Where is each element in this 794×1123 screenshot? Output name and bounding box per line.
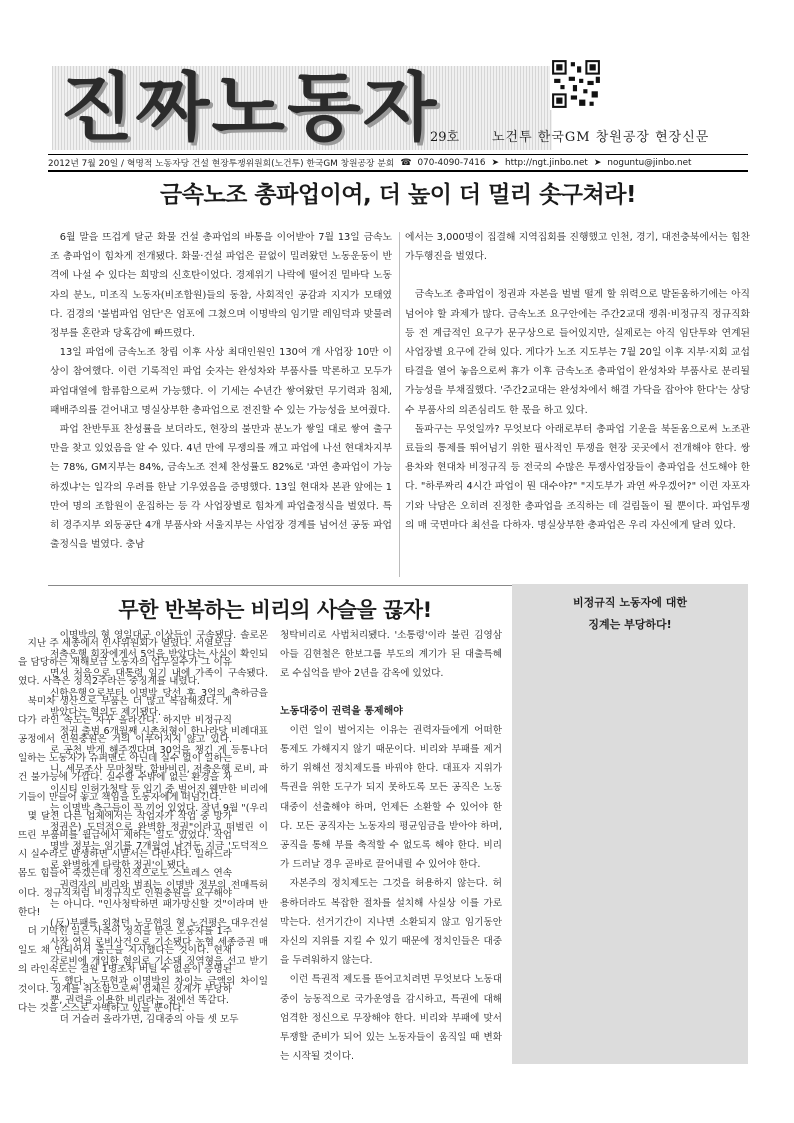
phone-number: 070-4090-7416 bbox=[417, 157, 486, 168]
date-organization: 2012년 7월 20일 / 혁명적 노동자당 건설 현장투쟁위원회(노건투) 한국GM 창원공장 분회 bbox=[48, 159, 395, 169]
subheading: 노동대중이 권력을 통제해야 bbox=[280, 705, 403, 717]
paragraph: 이런 특권적 제도를 뜯어고치려면 무엇보다 노동대중이 능동적으로 국가운영을 감시하고, 특권에 대해 엄격한 정신으로 무장해야 한다. 비리와 부패에 맞서 투쟁할 준비가 되어 있는 노동자들이 움직일 때 변화는 시작될 것이다. bbox=[280, 974, 502, 1063]
issue-number: 29호 bbox=[430, 130, 460, 145]
paragraph: 몇 달전 다른 업체에서는 작업자가 작업 중 망가뜨린 부품비를 월급에서 제하는 일도 있었다. 작업 시 실수라도 발생하면 시말서는 다반사다. 일하느라 몸도 힘들어 죽겠는데 정신적으로도 스트레스 연속이다. 정규직처럼 비정규직도 인원충원을 요구해야 한다! bbox=[18, 810, 232, 918]
paragraph: 권력자의 비리와 범죄는 이명박 정부의 전매특허는 아니다. "인사청탁하면 패가망신할 것"이라며 반(反)부패를 외쳤던 노무현의 형 노건평은 대우건설 사장 연임 로비사건으로 기소됐다 농협 세종증권 매각로비에 개입한 혐의로 기소돼 징역형을 선고 받기도 했다. 노무현과 이명박의 차이는 금액의 차이일 뿐, 권력을 이용한 비리라는 점에선 똑같다. bbox=[50, 879, 268, 1006]
paragraph: 더 거슬러 올라가면, 김대중의 아들 셋 모두 bbox=[59, 1014, 239, 1026]
paragraph: 금속노조 총파업이 정권과 자본을 벌벌 떨게 할 위력으로 발돋움하기에는 아직 넘어야 할 과제가 많다. 금속노조 요구안에는 주간2교대 쟁취·비정규직 정규직화 등 전 계급적인 요구가 문구상으로 들어있지만, 실제로는 아직 임단투와 연계된 사업장별 요구에 갇혀 있다. 게다가 노조 지도부는 7월 20일 이후 지부·지회 교섭 타결을 열어 놓음으로써 휴가 이후 금속노조 총파업이 완성차와 부품사로 분리될 가능성을 부채질했다. '주간2교대는 완성차에서 해결 가닥을 잡아야 한다'는 상당수 부품사의 의존심리도 한 몫을 하고 있다. bbox=[405, 289, 750, 416]
sidebar-box bbox=[512, 584, 748, 1064]
paragraph: 돌파구는 무엇일까? 무엇보다 아래로부터 총파업 기운을 북돋움으로써 노조관료들의 통제를 뛰어넘기 위한 필사적인 투쟁을 현장 곳곳에서 전개해야 한다. 쌍용차와 현대차 비정규직 등 전국의 수많은 투쟁사업장들이 총파업을 선도해야 한다. "하루짜리 4시간 파업이 뭔 대수야?" "지도부가 과연 싸우겠어?" 이런 자포자기와 낙담은 오히려 진정한 총파업을 조직하는 데 걸림돌이 될 뿐이다. 파업투쟁의 매 국면마다 최선을 다하자. 명실상부한 총파업은 우리 자신에게 달려 있다. bbox=[405, 423, 750, 531]
paragraph: 북미차 생산으로 부품은 더 많고 복잡해졌다. 게다가 라인 속도는 자꾸 올라간다. 하지만 비정규직공정에서 인원충원은 거의 이루어지지 않고 있다. 일하는 노동자가 슈퍼맨도 아닌데 실수 없이 일하는 건 불가능에 가깝다. 실수할 수밖에 없는 환경을 자기들이 만들어 놓고 책임을 노동자에게 떠넘긴다. bbox=[18, 695, 232, 803]
section-headline: 무한 반복하는 비리의 사슬을 끊자! bbox=[118, 598, 432, 622]
email-link[interactable]: noguntu@jinbo.net bbox=[607, 157, 692, 168]
qr-code-icon bbox=[550, 58, 602, 110]
paragraph: 정권 출범 6개월째 시촌처형이 한나라당 비례대표로 공천 받게 해주겠다며 30억을 챙긴 게 등통나더니, 세무조사 무마청탁, 함바비리, 저축은행 로비, 파이시티 인허가청탁 등 입기 중 벌어진 웬만한 비리에는 이명박 측근들이 꼭 끼어 있었다. 작년 9월 "(우리 정권은) 도덕적으로 완벽한 정권"이라고 떠벌린 이명박 정부는 임기를 7개월여 남겨둔 지금 '도덕적으로 완벽하게 타락한 정권'이 됐다. bbox=[50, 726, 268, 872]
masthead bbox=[52, 58, 752, 168]
info-bar bbox=[48, 154, 748, 172]
lead-article-left-column bbox=[50, 228, 392, 554]
pointer-icon: ➤ bbox=[491, 157, 499, 168]
sidebar-title-line: 비정규직 노동자에 대한 bbox=[573, 596, 687, 609]
newspaper-title: 진짜노동자 bbox=[60, 65, 439, 151]
paragraph: 더 기막힌 일은 사측이 정직을 받은 노동자를 1주일도 채 안되어서 출근을 지시했다는 것이다. 현재의 라인속도는 결원 1명조차 버틸 수 없음이 증명된 것이다. 징계를 취소함으로써 업체는 징계가 부당하다는 것을 스스로 자백하고 있을 뿐이다. bbox=[18, 926, 232, 1014]
article2-column-b bbox=[280, 626, 502, 1066]
pointer-icon: ➤ bbox=[593, 157, 602, 168]
paragraph: 이명박의 형 영일대군 이상득이 구속됐다. 솔로몬저축은행 회장에게서 5억을 받았다는 사실이 확인되면서 처음으로 대통령 임기 내에 가족이 구속됐다. 신한은행으로부터 이명박 당선 후 3억의 축하금을 받았다는 혐의도 제기됐다. bbox=[50, 630, 268, 718]
paragraph: 파업 찬반투표 찬성률을 보더라도, 현장의 불만과 분노가 쌓일 대로 쌓여 출구만을 찾고 있었음을 알 수 있다. 4년 만에 무쟁의를 깨고 파업에 나선 현대차지부는 78%, GM지부는 84%, 금속노조 전체 찬성률도 82%로 '과연 총파업이 가능하겠냐'는 일각의 우려를 한낱 기우였음을 증명했다. 13일 현대차 본관 앞에는 1만여 명의 조합원이 운집하는 등 각 사업장별로 힘차게 파업출정식을 벌였다. 특히 경주지부 외동공단 4개 부품사와 서울지부는 사업장 경계를 넘어선 공동 파업출정식을 벌였다. 충남 bbox=[50, 424, 392, 551]
sidebar-article bbox=[18, 634, 232, 1018]
paragraph: 자본주의 정치제도는 그것을 허용하지 않는다. 허용하더라도 복잡한 절차를 설치해 사실상 이를 가로막는다. 선거기간이 지나면 소환되지 않고 임기동안 자신의 지위를 지킬 수 있기 때문에 정치인들은 대중을 두려워하지 않는다. bbox=[280, 878, 502, 967]
sidebar-title bbox=[512, 592, 748, 636]
paragraph: 이런 일이 벌어지는 이유는 권력자들에게 어떠한 통제도 가해지지 않기 때문이다. 비리와 부패를 제거하기 위해선 정치제도를 바꿔야 한다. 대표자 지위가 특권을 위한 도구가 되지 못하도록 모든 공직은 노동대중이 선출해야 하며, 언제든 소환할 수 있어야 한다. 모든 공직자는 노동자의 평균임금을 받아야 하며, 공직을 통해 부를 축적할 수 없도록 해야 한다. 비리가 드러날 경우 곧바로 끌어내릴 수 있어야 한다. bbox=[280, 724, 502, 871]
paragraph: 6월 말을 뜨겁게 달군 화물 건설 총파업의 바통을 이어받아 7월 13일 금속노조 총파업이 힘차게 전개됐다. 화물·건설 파업은 끝없이 밀려왔던 노동운동이 반격에 나설 수 있다는 희망의 신호탄이었다. 경제위기 나락에 떨어진 밑바닥 노동자의 분노, 미조직 노동자(비조합원)들의 동참, 사회적인 공감과 지지가 모태였다. 검경의 '불법파업 엄단'은 엄포에 그쳤으며 이명박의 임기말 레임덕과 맞물려 정부를 혼란과 당혹감에 빠뜨렸다. bbox=[50, 232, 392, 340]
lead-article-right-column bbox=[405, 228, 750, 535]
paragraph: 13일 파업에 금속노조 창립 이후 사상 최대인원인 130여 개 사업장 10만 이상이 참여했다. 이런 기록적인 파업 숫자는 완성차와 부품사를 막론하고 모두가 파업대열에 합류함으로써 가능했다. 이 기세는 수년간 쌓여왔던 무기력과 침체, 패배주의를 걷어내고 명실상부한 총파업으로 전진할 수 있는 가능성을 보여줬다. bbox=[50, 347, 392, 416]
paragraph: 에서는 3,000명이 집결해 지역집회를 진행했고 인천, 경기, 대전충북에서는 힘찬 가두행진을 벌였다. bbox=[405, 232, 750, 263]
paragraph: 청탁비리로 사법처리됐다. '소통령'이라 불린 김영삼 아들 김현철은 한보그룹 부도의 계기가 된 대출특혜로 수십억을 받아 2년을 감옥에 있었다. bbox=[280, 630, 502, 680]
column-divider bbox=[399, 232, 400, 577]
phone-icon: ☎ bbox=[400, 157, 412, 168]
newspaper-subtitle: 노건투 한국GM 창원공장 현장신문 bbox=[492, 130, 710, 145]
paragraph: 지난 주 세종에서 인사위원회가 열렸다. 서열보급을 담당하는 재해보급 노동자의 업무실수가 그 이유였다. 사측은 정직2주라는 중징계를 내렸다. bbox=[18, 638, 232, 688]
main-headline: 금속노조 총파업이여, 더 높이 더 멀리 솟구쳐라! bbox=[160, 182, 636, 208]
sidebar-title-line: 징계는 부당하다! bbox=[588, 618, 672, 631]
website-link[interactable]: http://ngt.jinbo.net bbox=[505, 157, 588, 168]
